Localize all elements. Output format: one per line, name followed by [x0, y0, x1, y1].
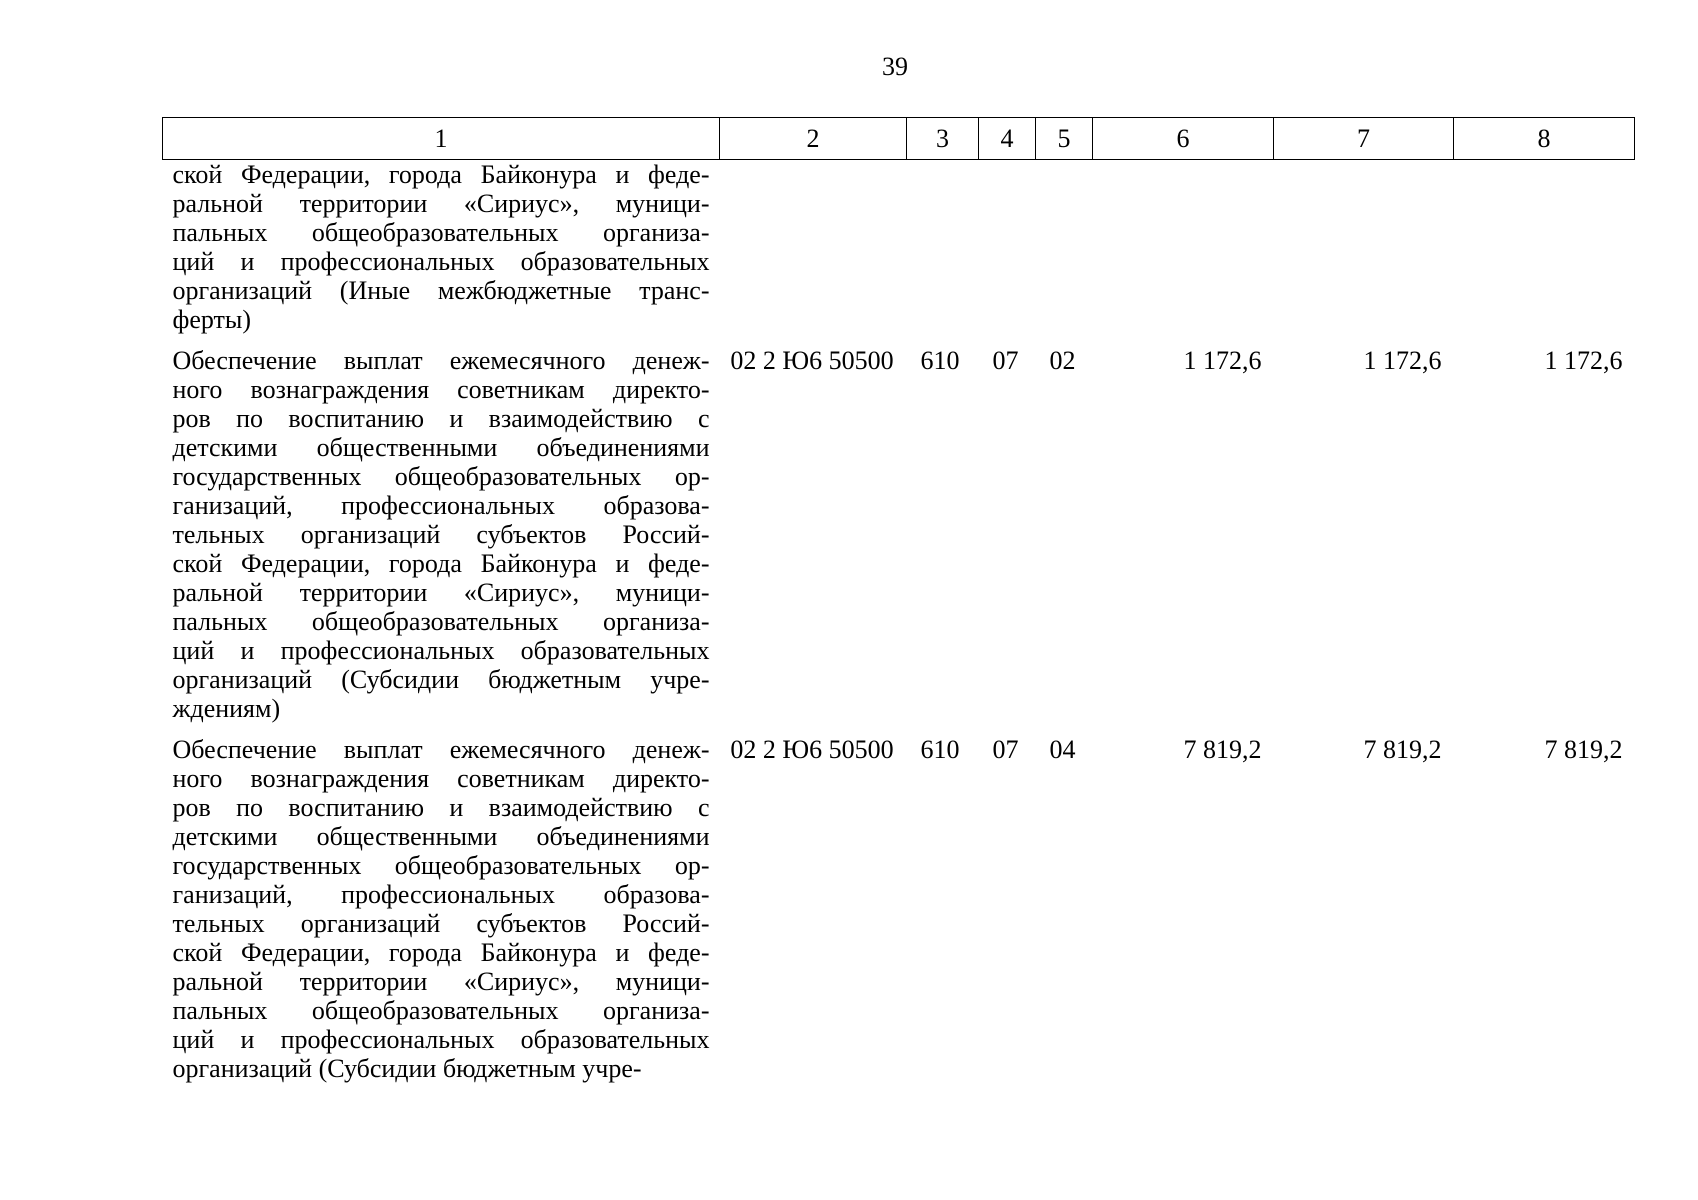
- amount-col8-cell: 1 172,6: [1544, 346, 1623, 375]
- column-header-7: 7: [1274, 118, 1454, 160]
- description-line: ганизаций, профессиональных образова-: [172, 491, 710, 520]
- row-spacer: [163, 723, 1635, 735]
- description-line: организаций (Иные межбюджетные транс-: [172, 276, 710, 305]
- section-cell: 07: [992, 346, 1019, 375]
- description-line: ров по воспитанию и взаимодействию с: [172, 793, 710, 822]
- description-line: ральной территории «Сириус», муници-: [172, 967, 710, 996]
- description-line: пальных общеобразовательных организа-: [172, 218, 710, 247]
- description-line: государственных общеобразовательных ор-: [172, 462, 710, 491]
- amount-col8-cell: 7 819,2: [1544, 735, 1623, 764]
- amount-col6-cell: 7 819,2: [1183, 735, 1262, 764]
- subsection-cell: 04: [1049, 735, 1076, 764]
- description-line: ральной территории «Сириус», муници-: [172, 578, 710, 607]
- column-header-8: 8: [1454, 118, 1635, 160]
- column-number-row: [163, 118, 1635, 160]
- amount-col7-cell: 1 172,6: [1363, 346, 1442, 375]
- column-header-2: 2: [720, 118, 907, 160]
- description-line: ций и профессиональных образовательных: [172, 247, 710, 276]
- table-row: [163, 346, 1635, 723]
- description-line: государственных общеобразовательных ор-: [172, 851, 710, 880]
- column-header-6: 6: [1093, 118, 1274, 160]
- column-header-5: 5: [1036, 118, 1093, 160]
- row-description: [163, 160, 720, 335]
- description-line: тельных организаций субъектов Россий-: [172, 909, 710, 938]
- target-article-cell: 02 2 Ю6 50500: [730, 735, 894, 764]
- expense-type-cell: 610: [920, 346, 960, 375]
- description-line: ного вознаграждения советникам директо-: [172, 375, 710, 404]
- target-article-cell: 02 2 Ю6 50500: [730, 346, 894, 375]
- column-header-4: 4: [979, 118, 1036, 160]
- row-spacer-cell: [163, 334, 1635, 346]
- description-line: организаций (Субсидии бюджетным учре-: [172, 665, 710, 694]
- description-line: ральной территории «Сириус», муници-: [172, 189, 710, 218]
- description-line: Обеспечение выплат ежемесячного денеж-: [172, 346, 710, 375]
- amount-col7-cell: 7 819,2: [1363, 735, 1442, 764]
- description-line: ганизаций, профессиональных образова-: [172, 880, 710, 909]
- row-spacer-cell: [163, 723, 1635, 735]
- description-line: детскими общественными объединениями: [172, 822, 710, 851]
- description-line: ций и профессиональных образовательных: [172, 1025, 710, 1054]
- description-line: ций и профессиональных образовательных: [172, 636, 710, 665]
- table-body: [163, 160, 1635, 1084]
- description-line: ного вознаграждения советникам директо-: [172, 764, 710, 793]
- description-line: ждениям): [172, 694, 281, 723]
- budget-table: [162, 117, 1635, 1083]
- column-header-3: 3: [907, 118, 979, 160]
- page-number: 39: [882, 52, 908, 81]
- column-header-1: 1: [163, 118, 720, 160]
- amount-col6-cell: [1093, 160, 1274, 335]
- table-row: [163, 160, 1635, 335]
- subsection-cell: 02: [1049, 346, 1076, 375]
- section-cell: [979, 160, 1036, 335]
- expense-type-cell: [907, 160, 979, 335]
- row-spacer: [163, 334, 1635, 346]
- expense-type-cell: 610: [920, 735, 960, 764]
- row-description: [163, 346, 720, 723]
- section-cell: 07: [992, 735, 1019, 764]
- description-line: организаций (Субсидии бюджетным учре-: [172, 1054, 642, 1083]
- description-line: пальных общеобразовательных организа-: [172, 607, 710, 636]
- description-line: детскими общественными объединениями: [172, 433, 710, 462]
- description-line: Обеспечение выплат ежемесячного денеж-: [172, 735, 710, 764]
- description-line: тельных организаций субъектов Россий-: [172, 520, 710, 549]
- target-article-cell: [720, 160, 907, 335]
- description-line: пальных общеобразовательных организа-: [172, 996, 710, 1025]
- row-description: [163, 735, 720, 1083]
- amount-col7-cell: [1274, 160, 1454, 335]
- table-row: [163, 735, 1635, 1083]
- description-line: ской Федерации, города Байконура и феде-: [172, 549, 710, 578]
- description-line: ской Федерации, города Байконура и феде-: [172, 160, 710, 189]
- subsection-cell: [1036, 160, 1093, 335]
- description-line: ской Федерации, города Байконура и феде-: [172, 938, 710, 967]
- description-line: ров по воспитанию и взаимодействию с: [172, 404, 710, 433]
- description-line: ферты): [172, 305, 252, 334]
- amount-col6-cell: 1 172,6: [1183, 346, 1262, 375]
- amount-col8-cell: [1454, 160, 1635, 335]
